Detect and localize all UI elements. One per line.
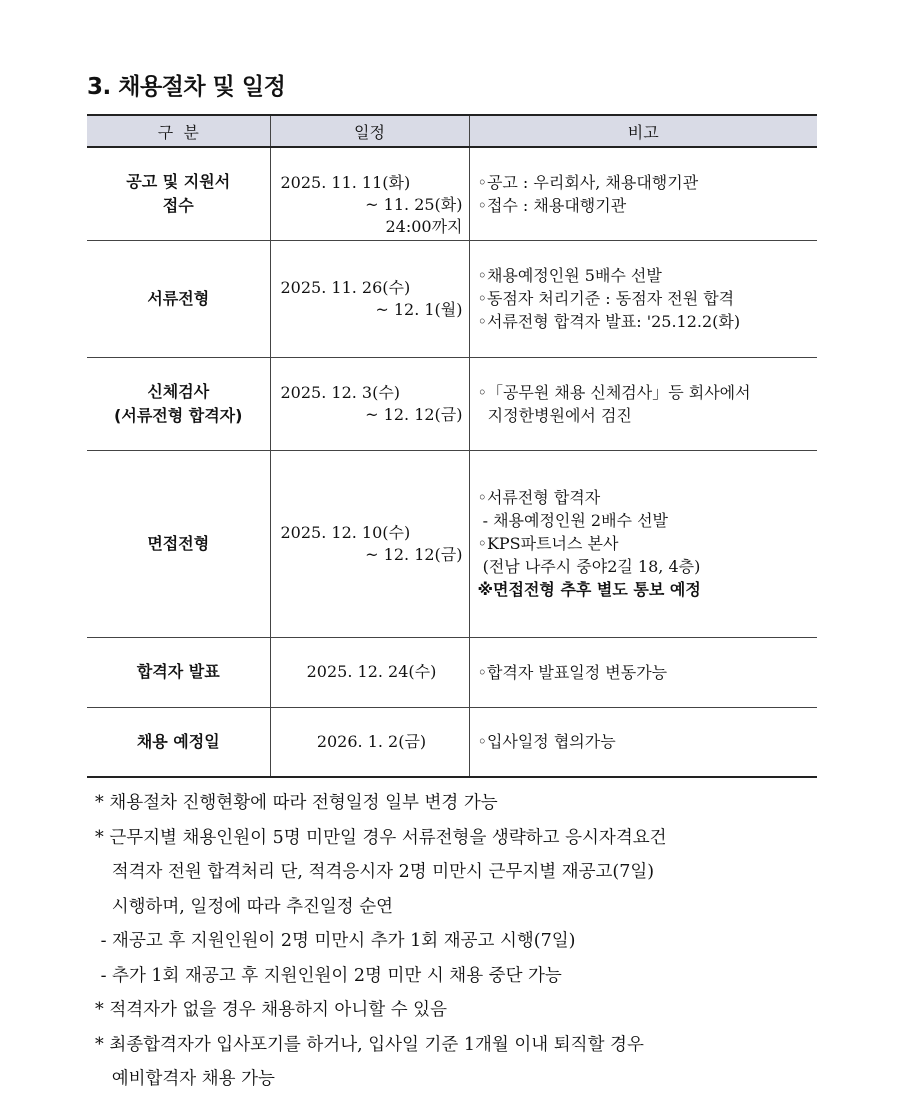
table-row bbox=[87, 637, 817, 707]
table-row bbox=[87, 147, 817, 240]
division-cell: 채용 예정일 bbox=[87, 707, 270, 777]
notes-cell: ◦채용예정인원 5배수 선발 ◦동점자 처리기준 : 동점자 전원 합격 ◦서류전형 합격자 발표: '25.12.2(화) bbox=[469, 240, 817, 357]
footnote: 예비합격자 채용 가능 bbox=[95, 1069, 275, 1089]
division-cell: 서류전형 bbox=[87, 240, 270, 357]
footnote: 시행하며, 일정에 따라 추진일정 순연 bbox=[95, 896, 394, 917]
table-row bbox=[87, 357, 817, 450]
table-row bbox=[87, 450, 817, 637]
division-cell: 신체검사 (서류전형 합격자) bbox=[87, 357, 270, 450]
footnotes bbox=[95, 786, 835, 1097]
header-schedule: 일정 bbox=[270, 115, 469, 147]
header-notes: 비고 bbox=[469, 115, 817, 147]
schedule-cell: 2025. 11. 11(화) ~ 11. 25(화) 24:00까지 bbox=[270, 147, 469, 240]
footnote: - 재공고 후 지원인원이 2명 미만시 추가 1회 재공고 시행(7일) bbox=[95, 931, 576, 951]
notes-cell: ◦입사일정 협의가능 bbox=[469, 707, 817, 777]
interview-notice: ※면접전형 추후 별도 통보 예정 bbox=[477, 580, 701, 599]
header-division: 구 분 bbox=[87, 115, 270, 147]
division-cell: 면접전형 bbox=[87, 450, 270, 637]
schedule-cell: 2026. 1. 2(금) bbox=[270, 707, 469, 777]
notes-cell: ◦공고 : 우리회사, 채용대행기관 ◦접수 : 채용대행기관 bbox=[469, 147, 817, 240]
schedule-table bbox=[87, 114, 817, 778]
notes-cell: ◦합격자 발표일정 변동가능 bbox=[469, 637, 817, 707]
footnote: - 추가 1회 재공고 후 지원인원이 2명 미만 시 채용 중단 가능 bbox=[95, 965, 562, 986]
footnote: * 최종합격자가 입사포기를 하거나, 입사일 기준 1개월 이내 퇴직할 경우 bbox=[95, 1034, 644, 1055]
footnote: 적격자 전원 합격처리 단, 적격응시자 2명 미만시 근무지별 재공고(7일) bbox=[95, 862, 655, 882]
table-header-row bbox=[87, 115, 817, 147]
schedule-cell: 2025. 12. 3(수) ~ 12. 12(금) bbox=[270, 357, 469, 450]
table-row bbox=[87, 240, 817, 357]
notes-cell: ◦서류전형 합격자 - 채용예정인원 2배수 선발 ◦KPS파트너스 본사 (전남 나주시 중야2길 18, 4층) ※면접전형 추후 별도 통보 예정 bbox=[469, 450, 817, 637]
schedule-cell: 2025. 11. 26(수) ~ 12. 1(월) bbox=[270, 240, 469, 357]
division-cell: 공고 및 지원서 접수 bbox=[87, 147, 270, 240]
division-cell: 합격자 발표 bbox=[87, 637, 270, 707]
section-title: 3. 채용절차 및 일정 bbox=[87, 74, 286, 100]
footnote: * 적격자가 없을 경우 채용하지 아니할 수 있음 bbox=[95, 1000, 447, 1020]
table-row bbox=[87, 707, 817, 777]
footnote: * 근무지별 채용인원이 5명 미만일 경우 서류전형을 생략하고 응시자격요건 bbox=[95, 827, 667, 848]
notes-cell: ◦「공무원 채용 신체검사」등 회사에서 지정한병원에서 검진 bbox=[469, 357, 817, 450]
schedule-cell: 2025. 12. 10(수) ~ 12. 12(금) bbox=[270, 450, 469, 637]
footnote: * 채용절차 진행현황에 따라 전형일정 일부 변경 가능 bbox=[95, 793, 498, 813]
schedule-cell: 2025. 12. 24(수) bbox=[270, 637, 469, 707]
